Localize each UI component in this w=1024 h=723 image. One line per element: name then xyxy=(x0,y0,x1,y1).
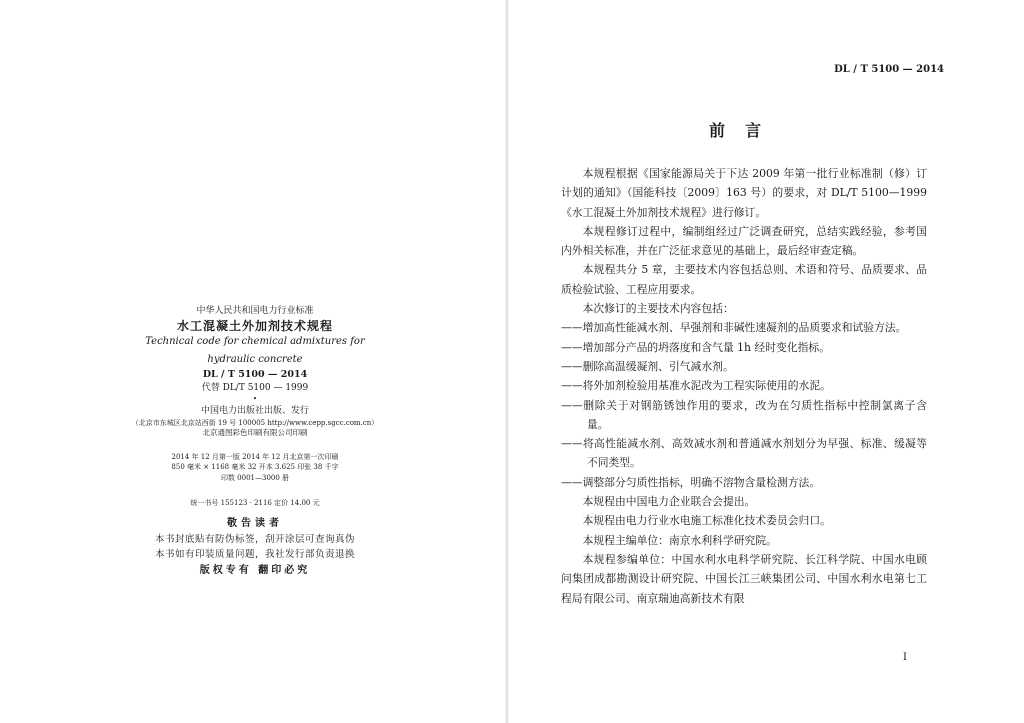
reader-notice-heading: 敬告读者 xyxy=(227,517,283,529)
revision-item: ——调整部分匀质性指标，明确不溶物含量检测方法。 xyxy=(561,475,821,489)
paragraph: 本次修订的主要技术内容包括： xyxy=(582,302,734,316)
foreword-body xyxy=(561,164,927,608)
paragraph: 本规程根据《国家能源局关于下达 2009 年第一批行业标准制（修）订计划的通知》（国能科技〔2009〕163 号）的要求，对 DL/T 5100—1999《水工混凝土外加剂技术规程》进行修订。 xyxy=(561,167,927,219)
standard-code: DL / T 5100 — 2014 xyxy=(202,369,308,381)
foreword-title: 前言 xyxy=(709,121,782,140)
foreword-page xyxy=(509,0,1024,723)
revision-item: ——删除关于对钢筋锈蚀作用的要求，改为在匀质性指标中控制氯离子含量。 xyxy=(561,398,927,431)
edition-line: 2014 年 12 月第一版 2014 年 12 月北京第一次印刷 xyxy=(171,452,339,461)
closing-paragraph: 本规程参编单位：中国水利水电科学研究院、长江科学院、中国水电顾问集团成都勘测设计研究院、中国长江三峡集团公司、中国水利水电第七工程局有限公司、南京瑞迪高新技术有限 xyxy=(561,552,927,605)
colophon xyxy=(100,306,410,577)
format-line: 850 毫米 × 1168 毫米 32 开本 3.625 印张 38 千字 xyxy=(171,463,339,472)
revision-item: ——将高性能减水剂、高效减水剂和普通减水剂划分为早强、标准、缓凝等不同类型。 xyxy=(561,437,927,470)
paragraph: 本规程共分 5 章，主要技术内容包括总则、术语和符号、品质要求、品质检验试验、工程应用要求。 xyxy=(561,263,927,296)
reader-notice-2: 本书如有印装质量问题，我社发行部负责退换 xyxy=(154,548,355,560)
colophon-page xyxy=(0,0,505,723)
revision-item: ——将外加剂检验用基准水泥改为工程实际使用的水泥。 xyxy=(561,379,831,393)
revision-item: ——增加高性能减水剂、早强剂和非碱性速凝剂的品质要求和试验方法。 xyxy=(561,321,907,335)
revision-item: ——增加部分产品的坍落度和含气量 1h 经时变化指标。 xyxy=(561,340,831,354)
page-number: I xyxy=(903,652,907,663)
print-count-line: 印数 0001—3000 册 xyxy=(220,473,290,482)
publisher-address: （北京市东城区北京站西街 19 号 100005 http://www.cepp.sgcc.com.cn） xyxy=(131,418,379,427)
closing-paragraph: 本规程由中国电力企业联合会提出。 xyxy=(582,495,756,509)
publisher-line: 中国电力出版社出版、发行 xyxy=(200,405,309,416)
standard-title-en-2: hydraulic concrete xyxy=(207,353,303,365)
rights-line: 版权专有 翻印必究 xyxy=(199,565,311,577)
standard-title-en-1: Technical code for chemical admixtures for xyxy=(145,336,365,348)
revision-item: ——删除高温缓凝剂、引气减水剂。 xyxy=(561,359,734,373)
paragraph: 本规程修订过程中，编制组经过广泛调查研究，总结实践经验，参考国内外相关标准，并在广泛征求意见的基础上，最后经审查定稿。 xyxy=(561,224,927,258)
issuer-line: 中华人民共和国电力行业标准 xyxy=(196,306,314,316)
isbn-price-line: 统一书号 155123 · 2116 定价 14.00 元 xyxy=(190,499,320,508)
standard-title-cn: 水工混凝土外加剂技术规程 xyxy=(176,318,333,333)
closing-paragraph: 本规程主编单位：南京水利科学研究院。 xyxy=(582,533,777,547)
separator-dot: • xyxy=(252,395,258,404)
printer-line: 北京通图彩色印刷有限公司印刷 xyxy=(202,427,308,437)
running-head: DL / T 5100 — 2014 xyxy=(834,64,944,75)
reader-notice-1: 本书封底贴有防伪标签，刮开涂层可查询真伪 xyxy=(154,533,355,545)
replaces-line: 代替 DL/T 5100 — 1999 xyxy=(201,382,309,393)
closing-paragraph: 本规程由电力行业水电施工标准化技术委员会归口。 xyxy=(582,514,831,528)
